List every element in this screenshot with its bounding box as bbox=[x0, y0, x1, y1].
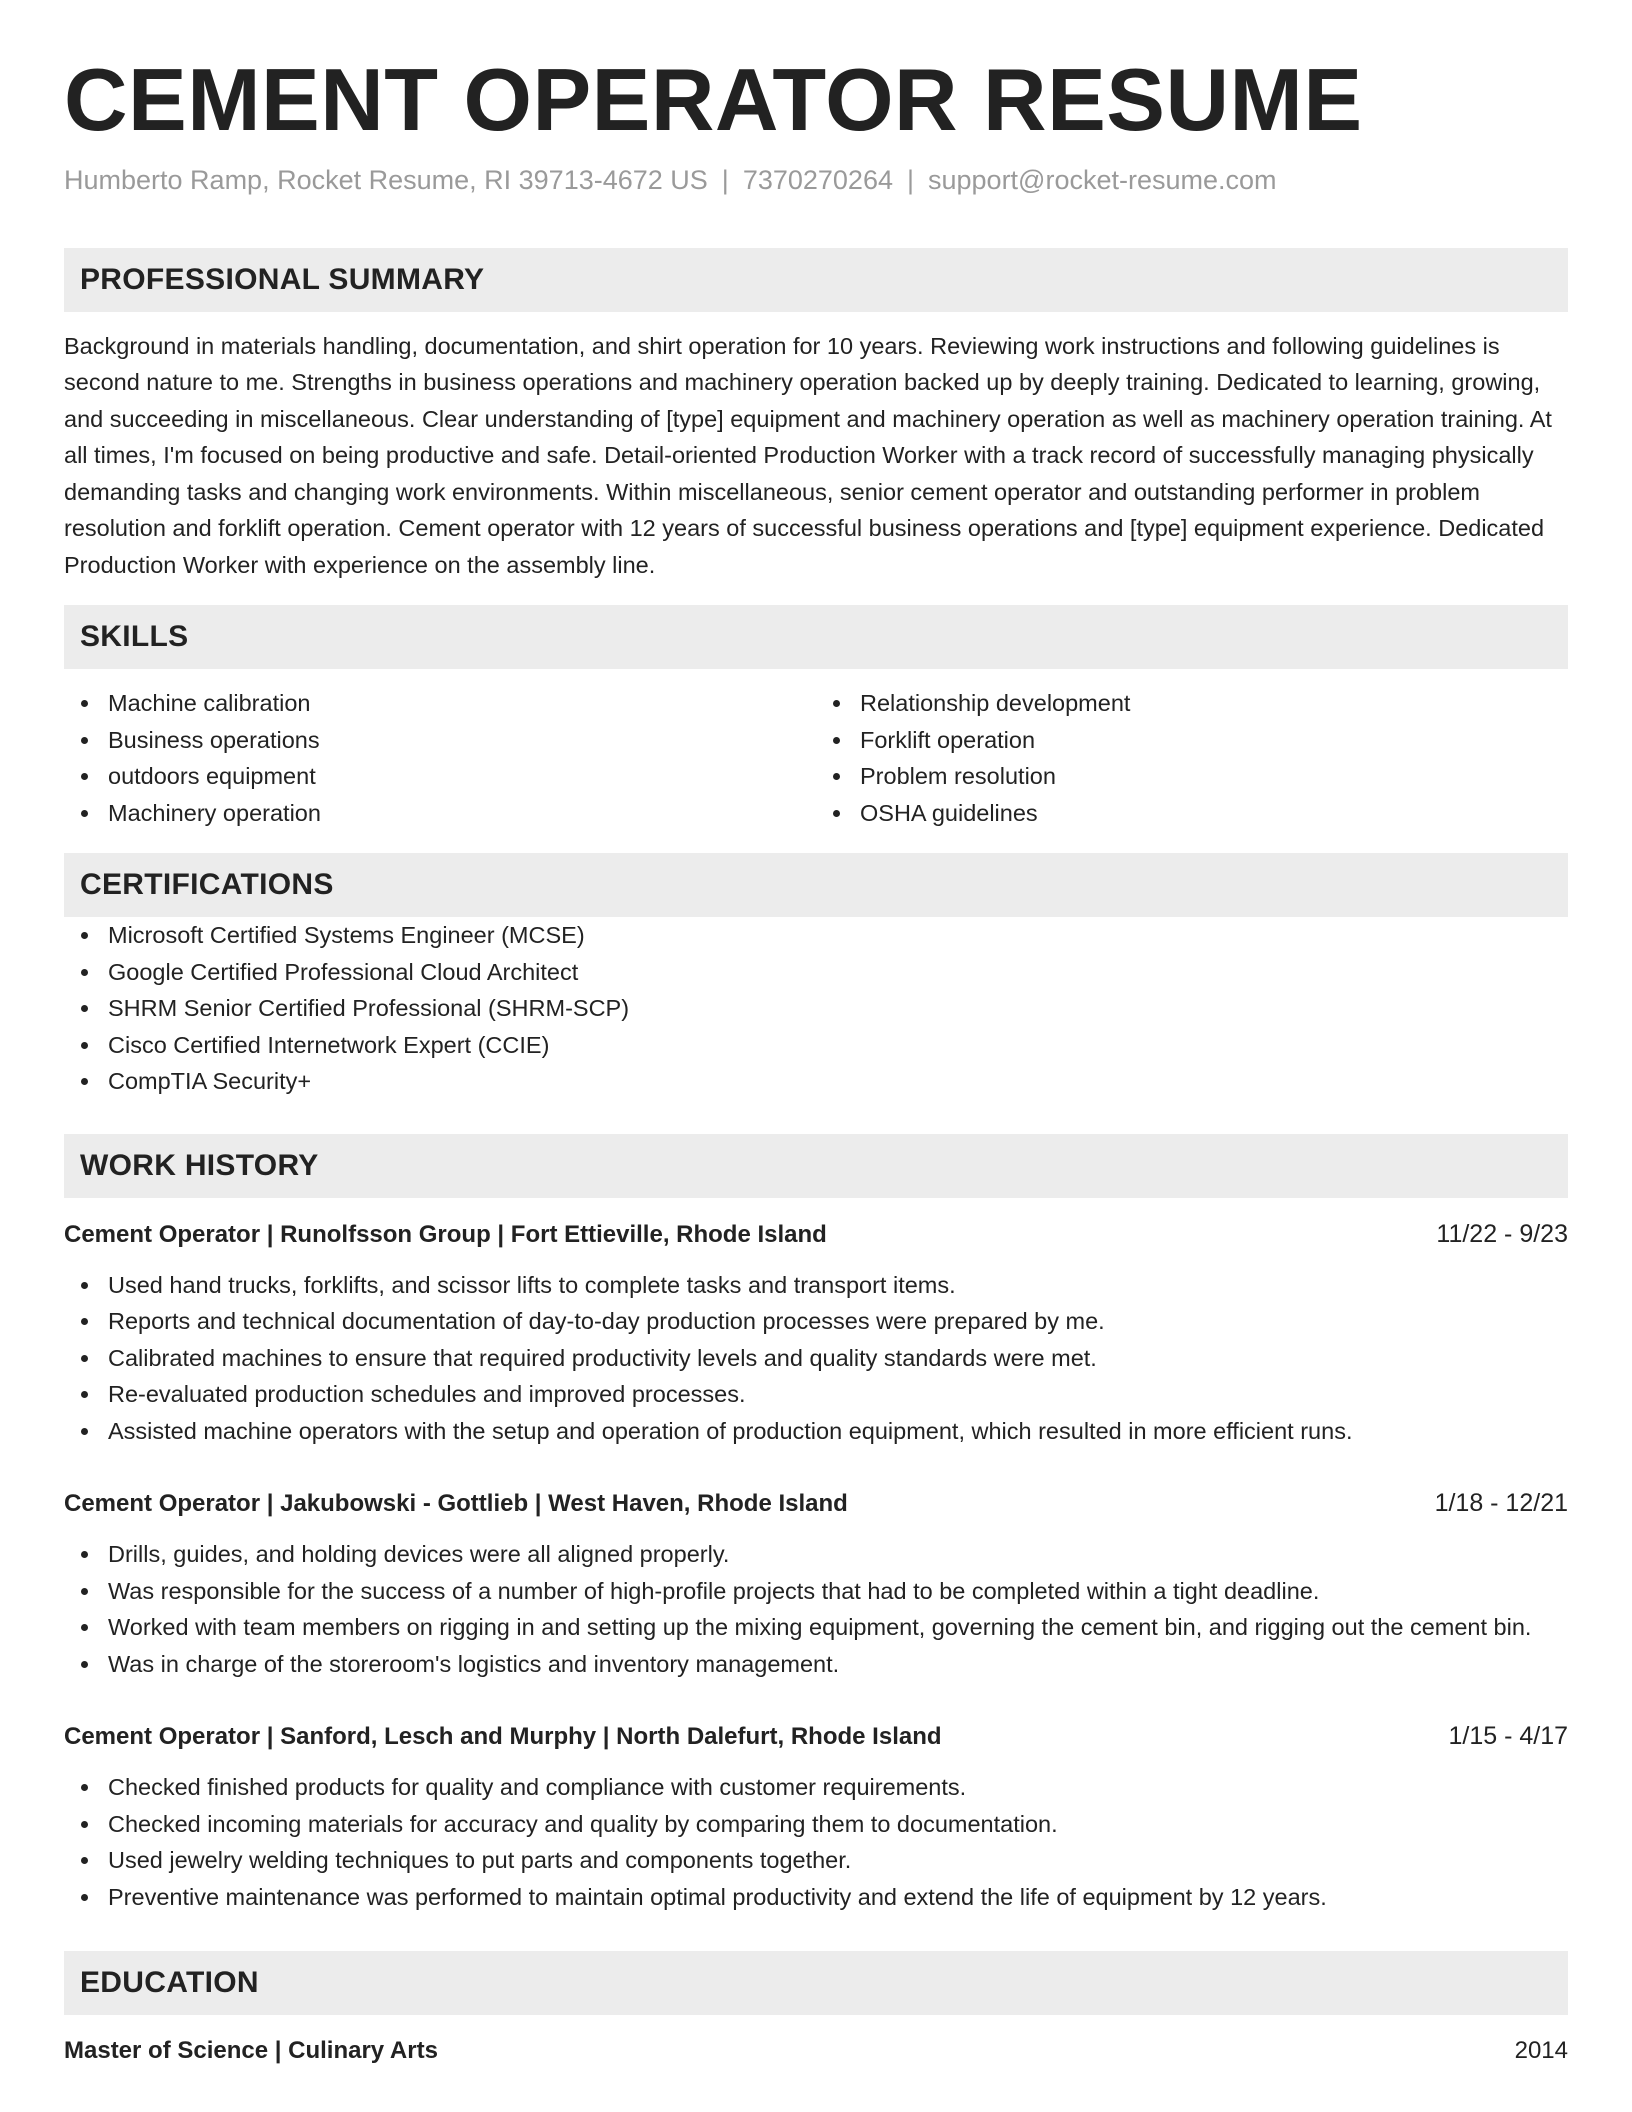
job-bullets bbox=[64, 1536, 1568, 1682]
section-header-certifications: CERTIFICATIONS bbox=[64, 853, 1568, 917]
job-bullet: Was responsible for the success of a number of high-profile projects that had to be completed within a tight deadline. bbox=[64, 1573, 1568, 1610]
certification-item: CompTIA Security+ bbox=[64, 1063, 1568, 1100]
section-header-skills: SKILLS bbox=[64, 605, 1568, 669]
job-bullet: Was in charge of the storeroom's logistics and inventory management. bbox=[64, 1646, 1568, 1683]
skill-item: Machine calibration bbox=[64, 685, 816, 722]
job-bullet: Preventive maintenance was performed to maintain optimal productivity and extend the life of equipment by 12 years. bbox=[64, 1879, 1568, 1916]
contact-separator: | bbox=[721, 164, 729, 195]
job-bullets bbox=[64, 1267, 1568, 1450]
job-bullet: Reports and technical documentation of day-to-day production processes were prepared by me. bbox=[64, 1303, 1568, 1340]
job-dates: 11/22 - 9/23 bbox=[1436, 1219, 1568, 1248]
job-dates: 1/15 - 4/17 bbox=[1448, 1722, 1568, 1751]
skills-list-left bbox=[64, 685, 816, 831]
contact-separator: | bbox=[906, 164, 914, 195]
job-bullet: Checked incoming materials for accuracy and quality by comparing them to documentation. bbox=[64, 1806, 1568, 1843]
skill-item: OSHA guidelines bbox=[816, 795, 1568, 832]
certification-item: SHRM Senior Certified Professional (SHRM-SCP) bbox=[64, 990, 1568, 1027]
job-heading bbox=[64, 1718, 1568, 1755]
contact-phone: 7370270264 bbox=[742, 164, 893, 195]
education-title: Master of Science | Culinary Arts bbox=[64, 2037, 438, 2065]
job-entry bbox=[64, 1216, 1568, 1450]
job-bullet: Drills, guides, and holding devices were all aligned properly. bbox=[64, 1536, 1568, 1573]
certification-item: Cisco Certified Internetwork Expert (CCIE) bbox=[64, 1027, 1568, 1064]
job-dates: 1/18 - 12/21 bbox=[1434, 1489, 1568, 1518]
certification-item: Microsoft Certified Systems Engineer (MCSE) bbox=[64, 917, 1568, 954]
contact-email: support@rocket-resume.com bbox=[928, 164, 1277, 195]
page-title: CEMENT OPERATOR RESUME bbox=[64, 50, 1363, 149]
job-title: Cement Operator | Runolfsson Group | Fort Ettieville, Rhode Island bbox=[64, 1220, 827, 1248]
job-bullet: Calibrated machines to ensure that required productivity levels and quality standards were met. bbox=[64, 1340, 1568, 1377]
skill-item: outdoors equipment bbox=[64, 758, 816, 795]
job-bullet: Re-evaluated production schedules and improved processes. bbox=[64, 1376, 1568, 1413]
skill-item: Forklift operation bbox=[816, 722, 1568, 759]
skill-item: Business operations bbox=[64, 722, 816, 759]
job-title: Cement Operator | Jakubowski - Gottlieb | West Haven, Rhode Island bbox=[64, 1490, 848, 1518]
job-title: Cement Operator | Sanford, Lesch and Murphy | North Dalefurt, Rhode Island bbox=[64, 1723, 942, 1751]
job-heading bbox=[64, 1485, 1568, 1522]
certification-item: Google Certified Professional Cloud Architect bbox=[64, 954, 1568, 991]
job-bullet: Assisted machine operators with the setup and operation of production equipment, which resulted in more efficient runs. bbox=[64, 1413, 1568, 1450]
skill-item: Machinery operation bbox=[64, 795, 816, 832]
job-bullet: Checked finished products for quality and compliance with customer requirements. bbox=[64, 1769, 1568, 1806]
skill-item: Relationship development bbox=[816, 685, 1568, 722]
section-header-summary: PROFESSIONAL SUMMARY bbox=[64, 248, 1568, 312]
job-bullet: Worked with team members on rigging in and setting up the mixing equipment, governing the cement bin, and rigging out the cement bin. bbox=[64, 1609, 1568, 1646]
section-header-education: EDUCATION bbox=[64, 1951, 1568, 2015]
job-bullet: Used hand trucks, forklifts, and scissor lifts to complete tasks and transport items. bbox=[64, 1267, 1568, 1304]
education-entry bbox=[64, 2033, 1568, 2069]
job-entry bbox=[64, 1718, 1568, 1915]
job-bullets bbox=[64, 1769, 1568, 1915]
section-header-work-history: WORK HISTORY bbox=[64, 1134, 1568, 1198]
job-bullet: Used jewelry welding techniques to put parts and components together. bbox=[64, 1842, 1568, 1879]
skill-item: Problem resolution bbox=[816, 758, 1568, 795]
summary-text: Background in materials handling, documentation, and shirt operation for 10 years. Reviewing work instructions and following guidelines is second nature to me. Strengths in business operations and machinery operation backed up by deeply training. Dedicated to learning, growing, and succeeding in miscellaneous. Clear understanding of [type] equipment and machinery operation as well as machinery operation training. At all times, I'm focused on being productive and safe. Detail-oriented Production Worker with a track record of successfully managing physically demanding tasks and changing work environments. Within miscellaneous, senior cement operator and outstanding performer in problem resolution and forklift operation. Cement operator with 12 years of successful business operations and [type] equipment experience. Dedicated Production Worker with experience on the assembly line. bbox=[64, 332, 1552, 578]
education-date: 2014 bbox=[1514, 2037, 1568, 2065]
job-entry bbox=[64, 1485, 1568, 1682]
skills-grid bbox=[64, 685, 1568, 831]
certifications-list bbox=[64, 917, 1568, 1100]
contact-line bbox=[64, 163, 1568, 198]
job-heading bbox=[64, 1216, 1568, 1253]
contact-address: Humberto Ramp, Rocket Resume, RI 39713-4672 US bbox=[64, 164, 708, 195]
skills-list-right bbox=[816, 685, 1568, 831]
